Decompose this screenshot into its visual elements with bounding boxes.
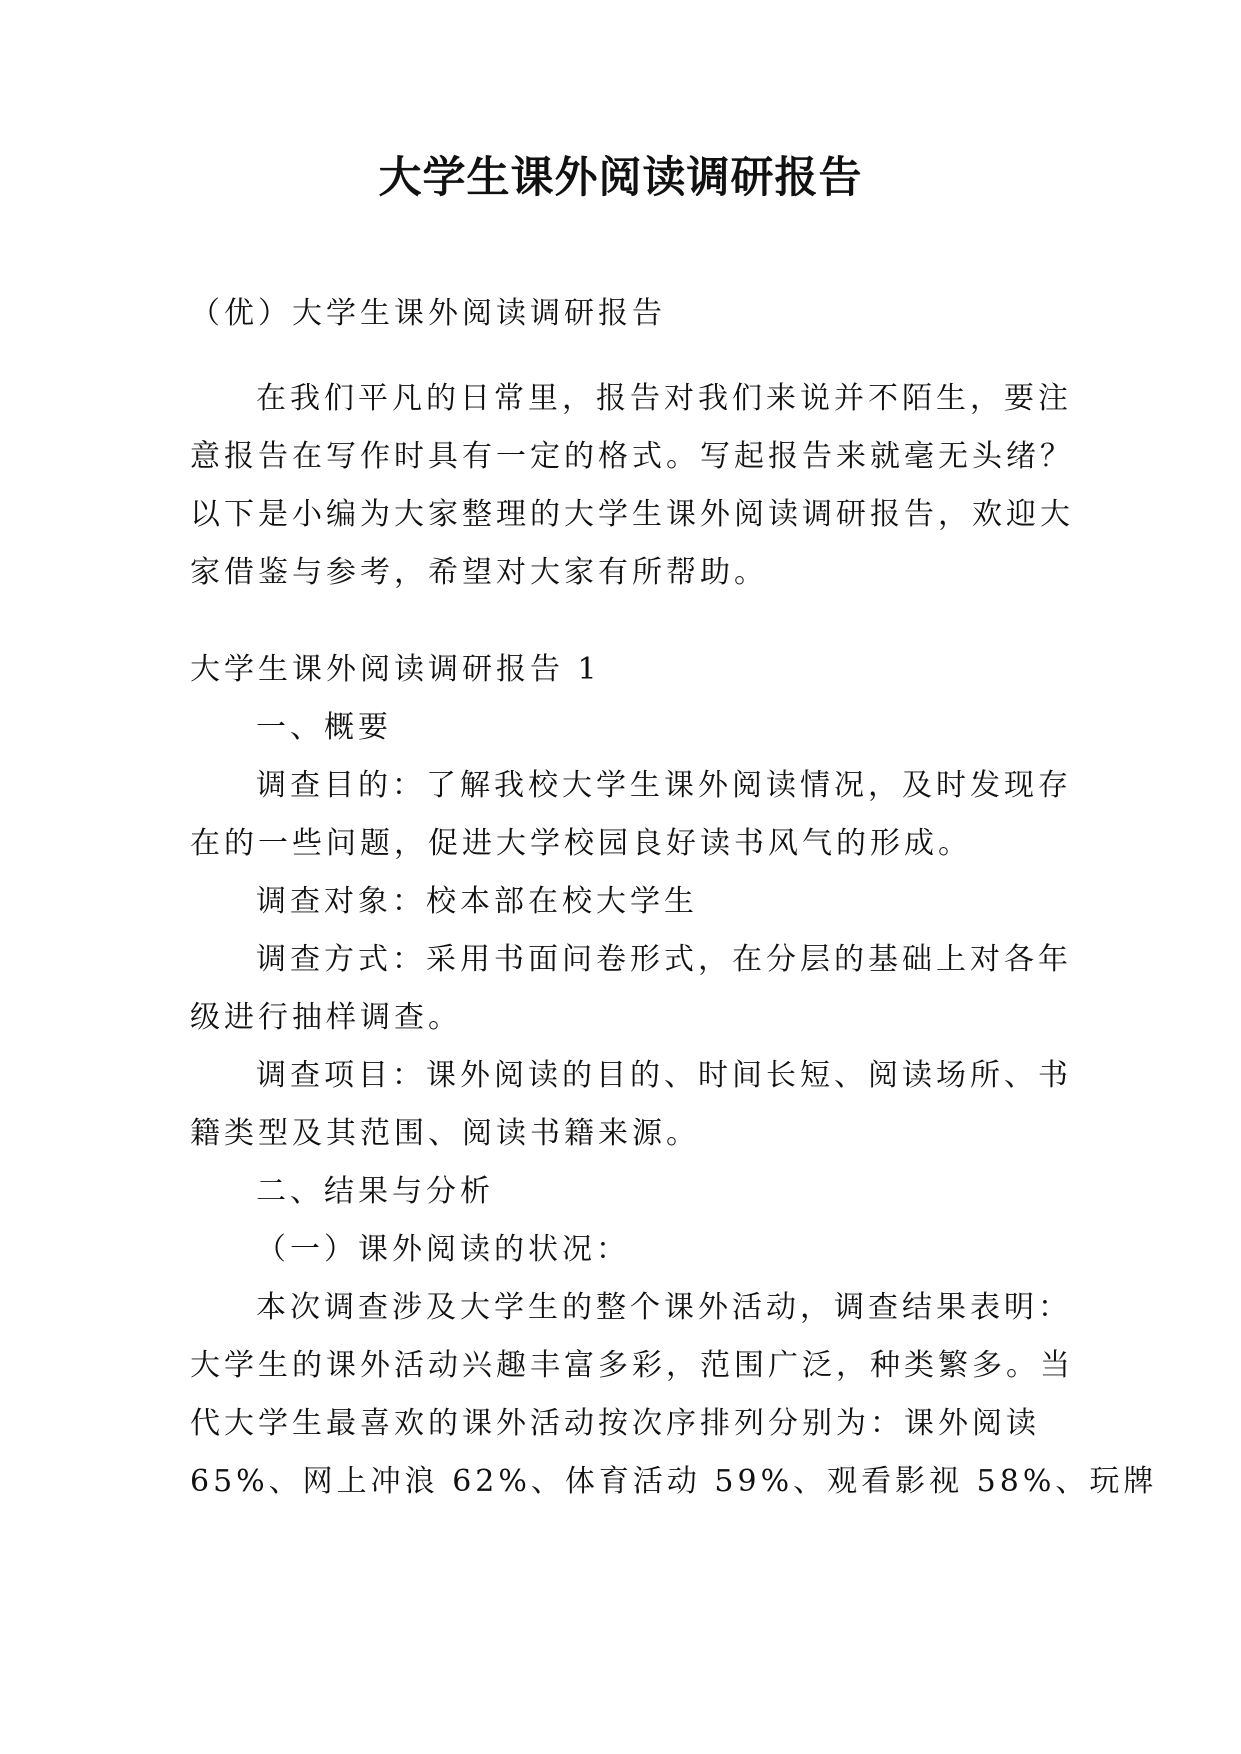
intro-line: 意报告在写作时具有一定的格式。写起报告来就毫无头绪？ — [190, 439, 1074, 474]
document-title: 大学生课外阅读调研报告 — [378, 153, 863, 203]
purpose-line: 调查目的：了解我校大学生课外阅读情况，及时发现存 — [256, 768, 1072, 803]
method-line: 级进行抽样调查。 — [190, 1000, 462, 1035]
results-heading: 二、结果与分析 — [256, 1174, 494, 1209]
section-heading: 大学生课外阅读调研报告 1 — [190, 652, 601, 687]
status-line: 代大学生最喜欢的课外活动按次序排列分别为：课外阅读 — [190, 1406, 1040, 1441]
items-line: 调查项目：课外阅读的目的、时间长短、阅读场所、书 — [256, 1058, 1072, 1093]
status-heading: （一）课外阅读的状况： — [256, 1232, 630, 1267]
overview-heading: 一、概要 — [256, 710, 392, 745]
document-subtitle: （优）大学生课外阅读调研报告 — [190, 296, 666, 331]
method-paragraph — [190, 931, 1072, 1047]
purpose-line: 在的一些问题，促进大学校园良好读书风气的形成。 — [190, 826, 972, 861]
intro-paragraph — [190, 370, 1074, 602]
items-line: 籍类型及其范围、阅读书籍来源。 — [190, 1116, 700, 1151]
purpose-paragraph — [190, 757, 1072, 873]
status-paragraph — [190, 1279, 1158, 1511]
method-line: 调查方式：采用书面问卷形式，在分层的基础上对各年 — [256, 942, 1072, 977]
intro-line: 在我们平凡的日常里，报告对我们来说并不陌生，要注 — [256, 381, 1072, 416]
items-paragraph — [190, 1047, 1072, 1163]
status-line: 本次调查涉及大学生的整个课外活动，调查结果表明： — [256, 1290, 1072, 1325]
status-line: 65%、网上冲浪 62%、体育活动 59%、观看影视 58%、玩牌 — [190, 1464, 1158, 1499]
intro-line: 以下是小编为大家整理的大学生课外阅读调研报告，欢迎大 — [190, 497, 1074, 532]
subjects-line: 调查对象：校本部在校大学生 — [256, 884, 698, 919]
status-line: 大学生的课外活动兴趣丰富多彩，范围广泛，种类繁多。当 — [190, 1348, 1074, 1383]
intro-line: 家借鉴与参考，希望对大家有所帮助。 — [190, 555, 768, 590]
